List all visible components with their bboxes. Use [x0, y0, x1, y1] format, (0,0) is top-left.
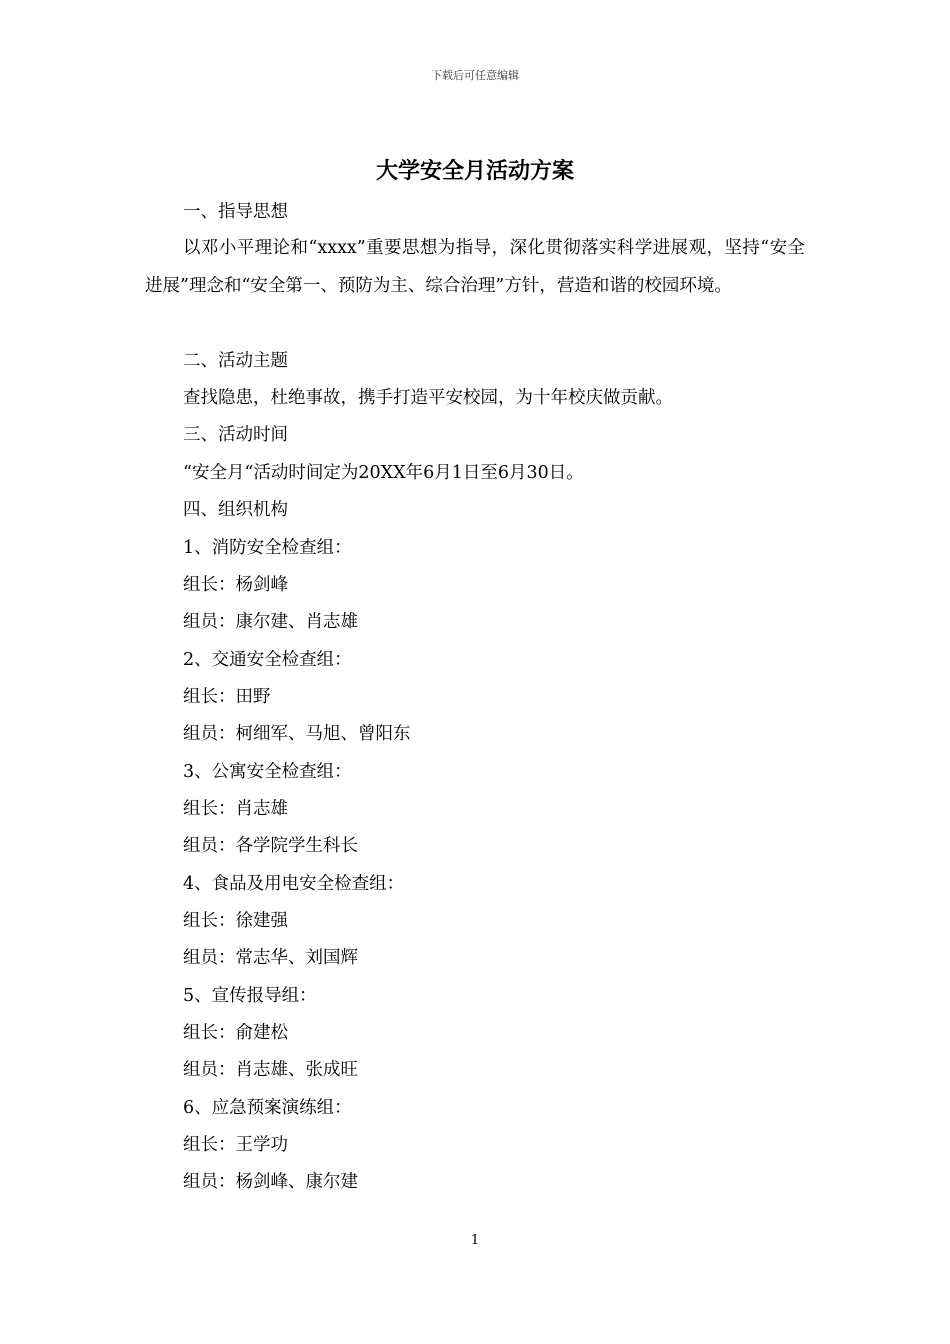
section-heading-theme: 二、活动主题	[183, 351, 288, 371]
page-number: 1	[470, 1233, 480, 1248]
section-heading-time: 三、活动时间	[183, 425, 288, 445]
group-name: 6、应急预案演练组：	[183, 1098, 352, 1118]
group-name: 1、消防安全检查组：	[183, 538, 352, 558]
section-body-time: “安全月“活动时间定为20XX年6月1日至6月30日。	[183, 463, 584, 483]
document-title: 大学安全月活动方案	[375, 158, 574, 184]
group-leader: 组长：田野	[183, 687, 271, 707]
group-name: 3、公寓安全检查组：	[183, 762, 352, 782]
group-leader: 组长：肖志雄	[183, 799, 288, 819]
group-members: 组员：肖志雄、张成旺	[183, 1060, 358, 1080]
page-header-note: 下载后可任意编辑	[431, 69, 519, 82]
group-name: 4、食品及用电安全检查组：	[183, 874, 405, 894]
section-body-theme: 查找隐患，杜绝事故，携手打造平安校园，为十年校庆做贡献。	[183, 388, 673, 408]
group-name: 2、交通安全检查组：	[183, 650, 352, 670]
section-heading-organization: 四、组织机构	[183, 500, 288, 520]
group-members: 组员：柯细军、马旭、曾阳东	[183, 724, 411, 744]
group-name: 5、宣传报导组：	[183, 986, 317, 1006]
group-members: 组员：各学院学生科长	[183, 836, 358, 856]
group-leader: 组长：杨剑峰	[183, 575, 288, 595]
group-members: 组员：常志华、刘国辉	[183, 948, 358, 968]
section-body-guiding-ideology: 以邓小平理论和“xxxx”重要思想为指导，深化贯彻落实科学进展观，坚持“安全进展”理念和“安全第一、预防为主、综合治理”方针，营造和谐的校园环境。	[145, 238, 805, 296]
group-members: 组员：杨剑峰、康尔建	[183, 1172, 358, 1192]
section-heading-guiding-ideology: 一、指导思想	[183, 202, 288, 222]
group-leader: 组长：徐建强	[183, 911, 288, 931]
group-members: 组员：康尔建、肖志雄	[183, 612, 358, 632]
group-leader: 组长：俞建松	[183, 1023, 288, 1043]
group-leader: 组长：王学功	[183, 1135, 288, 1155]
